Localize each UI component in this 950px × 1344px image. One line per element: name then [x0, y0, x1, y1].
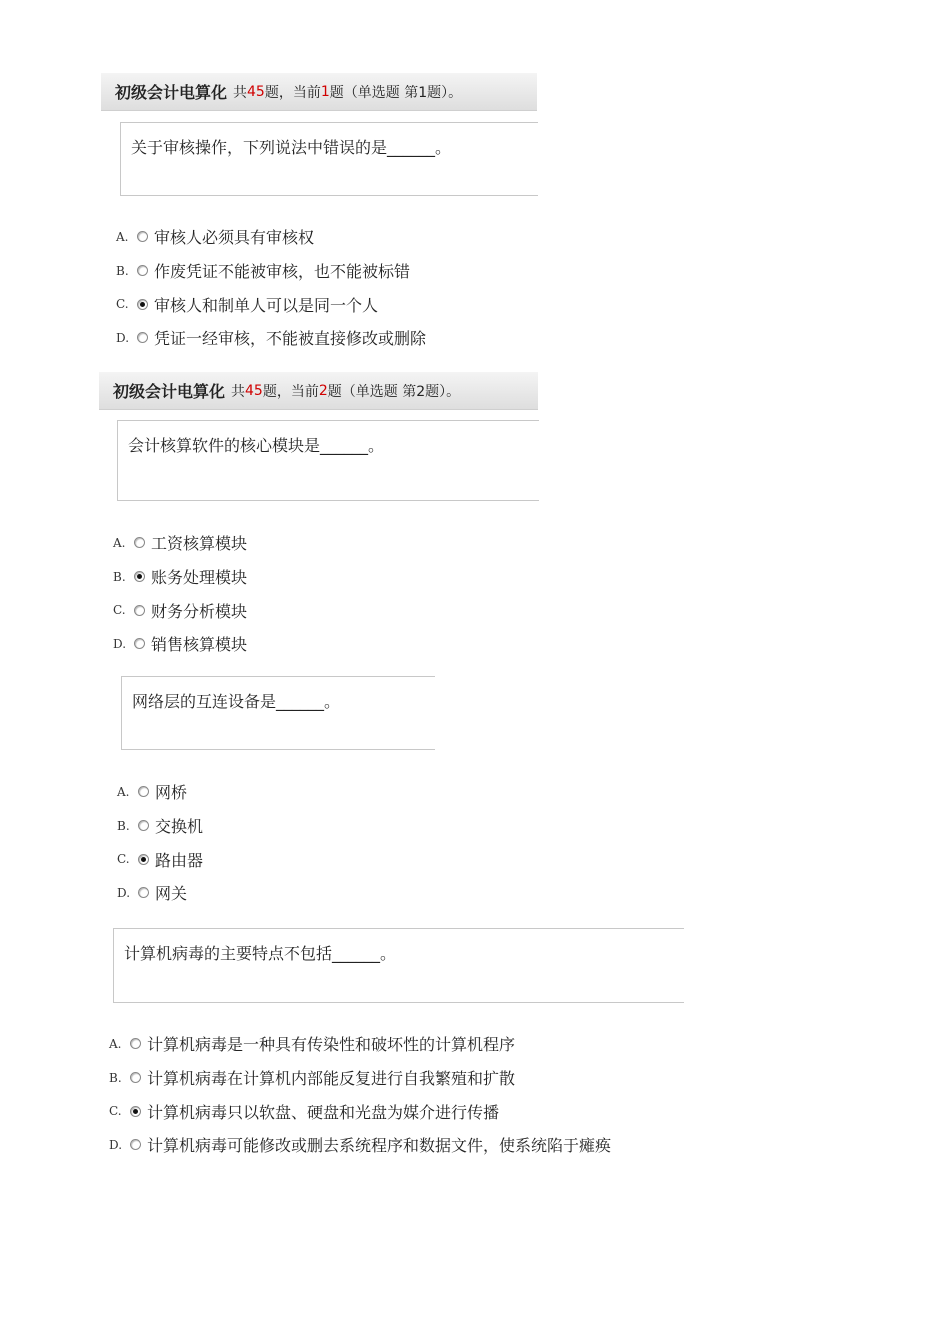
option-d[interactable] — [109, 1128, 611, 1162]
total-prefix: 共 — [233, 84, 248, 101]
exam-title: 初级会计电算化 — [115, 83, 228, 102]
radio-button[interactable] — [138, 820, 149, 831]
option-a[interactable] — [116, 220, 426, 254]
total-count: 45 — [247, 83, 265, 100]
question-4-box — [113, 928, 684, 1003]
radio-button[interactable] — [130, 1139, 141, 1150]
option-label: 交换机 — [155, 817, 204, 837]
radio-button[interactable] — [137, 265, 148, 276]
question-2-box — [117, 420, 539, 501]
option-b[interactable] — [113, 560, 247, 594]
question-3-box — [121, 676, 435, 750]
option-label: 网桥 — [155, 783, 188, 803]
option-letter: D. — [113, 636, 127, 651]
option-letter: D. — [116, 330, 130, 345]
question-1-options — [116, 220, 426, 355]
option-label: 计算机病毒在计算机内部能反复进行自我繁殖和扩散 — [147, 1069, 516, 1089]
radio-button[interactable] — [137, 332, 148, 343]
option-label: 路由器 — [155, 850, 204, 870]
question-3-options — [117, 775, 203, 910]
radio-button[interactable] — [130, 1072, 141, 1083]
option-letter: B. — [113, 569, 126, 584]
question-2-options — [113, 526, 247, 661]
question-4-text: 计算机病毒的主要特点不包括______。 — [124, 944, 397, 963]
option-letter: D. — [109, 1137, 123, 1152]
option-label: 作废凭证不能被审核，也不能被标错 — [154, 262, 411, 282]
radio-button[interactable] — [138, 887, 149, 898]
option-a[interactable] — [109, 1027, 611, 1061]
total-count: 45 — [245, 382, 263, 399]
radio-button[interactable] — [137, 231, 148, 242]
radio-button[interactable] — [134, 605, 145, 616]
question-2-text: 会计核算软件的核心模块是______。 — [128, 436, 385, 455]
question-1-box — [120, 122, 538, 196]
option-label: 账务处理模块 — [151, 568, 248, 588]
option-letter: A. — [113, 535, 126, 550]
exam-title: 初级会计电算化 — [113, 382, 226, 401]
radio-button-checked[interactable] — [130, 1106, 141, 1117]
header-suffix: 题（单选题 第2题）。 — [327, 383, 461, 400]
option-a[interactable] — [117, 775, 203, 809]
radio-button[interactable] — [138, 786, 149, 797]
option-label: 凭证一经审核，不能被直接修改或删除 — [154, 329, 427, 349]
question-1-header — [101, 73, 537, 111]
option-c[interactable] — [117, 842, 203, 876]
question-1-text: 关于审核操作，下列说法中错误的是______。 — [131, 138, 452, 157]
option-letter: A. — [109, 1036, 122, 1051]
option-label: 审核人和制单人可以是同一个人 — [154, 295, 379, 315]
radio-button-checked[interactable] — [138, 854, 149, 865]
current-number: 1 — [320, 83, 330, 100]
option-letter: C. — [113, 603, 126, 618]
radio-button-checked[interactable] — [137, 299, 148, 310]
option-letter: B. — [117, 818, 130, 833]
option-d[interactable] — [113, 627, 247, 661]
option-letter: C. — [117, 852, 130, 867]
option-letter: B. — [116, 263, 129, 278]
option-b[interactable] — [117, 809, 203, 843]
current-prefix: 题，当前 — [262, 383, 319, 400]
radio-button-checked[interactable] — [134, 571, 145, 582]
option-letter: C. — [109, 1104, 122, 1119]
option-label: 销售核算模块 — [151, 635, 248, 655]
option-label: 审核人必须具有审核权 — [154, 228, 315, 248]
question-2-header — [99, 372, 538, 410]
option-b[interactable] — [109, 1061, 611, 1095]
option-letter: C. — [116, 297, 129, 312]
current-prefix: 题，当前 — [264, 84, 321, 101]
option-label: 网关 — [155, 884, 188, 904]
option-label: 计算机病毒是一种具有传染性和破坏性的计算机程序 — [147, 1035, 516, 1055]
option-a[interactable] — [113, 526, 247, 560]
option-label: 财务分析模块 — [151, 601, 248, 621]
option-b[interactable] — [116, 254, 426, 288]
option-c[interactable] — [113, 593, 247, 627]
option-label: 工资核算模块 — [151, 534, 248, 554]
option-letter: D. — [117, 885, 131, 900]
option-d[interactable] — [117, 876, 203, 910]
question-4-options — [109, 1027, 611, 1162]
radio-button[interactable] — [134, 638, 145, 649]
option-label: 计算机病毒只以软盘、硬盘和光盘为媒介进行传播 — [147, 1102, 500, 1122]
option-label: 计算机病毒可能修改或删去系统程序和数据文件，使系统陷于瘫痪 — [147, 1136, 612, 1156]
radio-button[interactable] — [134, 537, 145, 548]
option-letter: A. — [117, 784, 130, 799]
radio-button[interactable] — [130, 1038, 141, 1049]
question-3-text: 网络层的互连设备是______。 — [132, 692, 341, 711]
current-number: 2 — [318, 382, 328, 399]
option-letter: A. — [116, 229, 129, 244]
option-letter: B. — [109, 1070, 122, 1085]
header-suffix: 题（单选题 第1题）。 — [329, 84, 463, 101]
option-c[interactable] — [109, 1094, 611, 1128]
option-d[interactable] — [116, 321, 426, 355]
total-prefix: 共 — [231, 383, 246, 400]
option-c[interactable] — [116, 287, 426, 321]
